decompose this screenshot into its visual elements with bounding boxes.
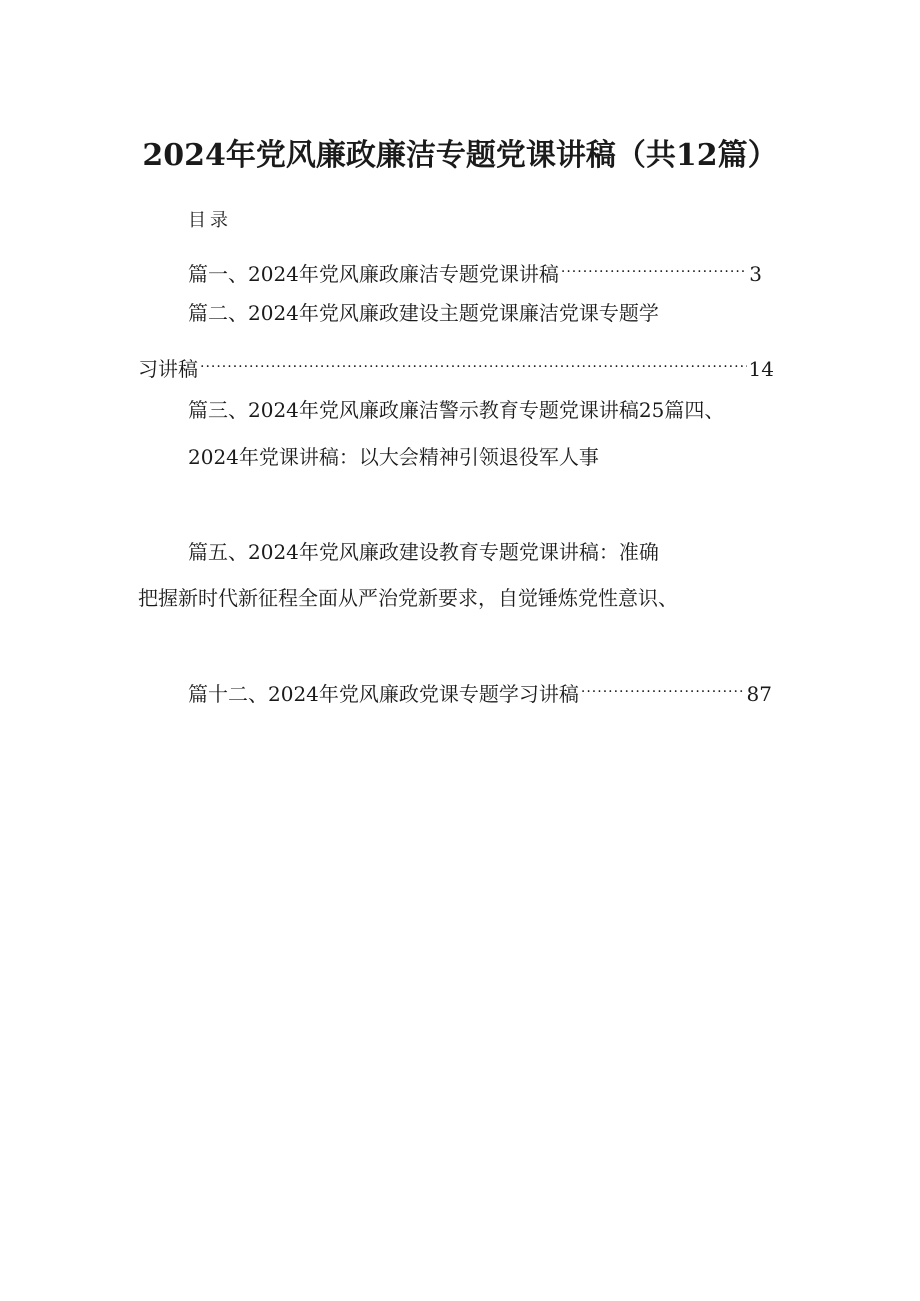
toc-entry-text: 篇五、2024年党风廉政建设教育专题党课讲稿：准确 (188, 540, 659, 564)
toc-entry-3-continuation[interactable] (188, 443, 599, 471)
toc-entry-1[interactable] (188, 253, 762, 288)
toc-entry-text: 篇一、2024年党风廉政廉洁专题党课讲稿 (188, 262, 559, 286)
toc-entry-text: 篇三、2024年党风廉政廉洁警示教育专题党课讲稿25篇四、 (188, 398, 725, 422)
toc-entry-continuation: 习讲稿 (138, 357, 198, 381)
document-title: 2024年党风廉政廉洁专题党课讲稿（共12篇） (142, 138, 778, 173)
toc-leader-dots (200, 348, 747, 376)
toc-entry-continuation: 2024年党课讲稿：以大会精神引领退役军人事 (188, 445, 599, 469)
toc-entry-3[interactable] (188, 396, 724, 424)
toc-entry-2[interactable] (188, 299, 659, 327)
toc-page-number: 14 (748, 357, 774, 381)
toc-page-number: 87 (746, 682, 772, 706)
toc-entry-4-continuation[interactable] (138, 584, 678, 612)
toc-page-number: 3 (749, 262, 762, 286)
toc-entry-text: 篇二、2024年党风廉政建设主题党课廉洁党课专题学 (188, 301, 659, 325)
toc-label: 目录 (188, 210, 232, 231)
toc-entry-2-continuation[interactable] (138, 348, 774, 383)
toc-entry-5[interactable] (188, 673, 772, 708)
toc-leader-dots (561, 253, 747, 281)
toc-entry-continuation: 把握新时代新征程全面从严治党新要求，自觉锤炼党性意识、 (138, 586, 678, 610)
toc-entry-4[interactable] (188, 538, 659, 566)
toc-entry-text: 篇十二、2024年党风廉政党课专题学习讲稿 (188, 682, 579, 706)
toc-leader-dots (581, 673, 745, 701)
